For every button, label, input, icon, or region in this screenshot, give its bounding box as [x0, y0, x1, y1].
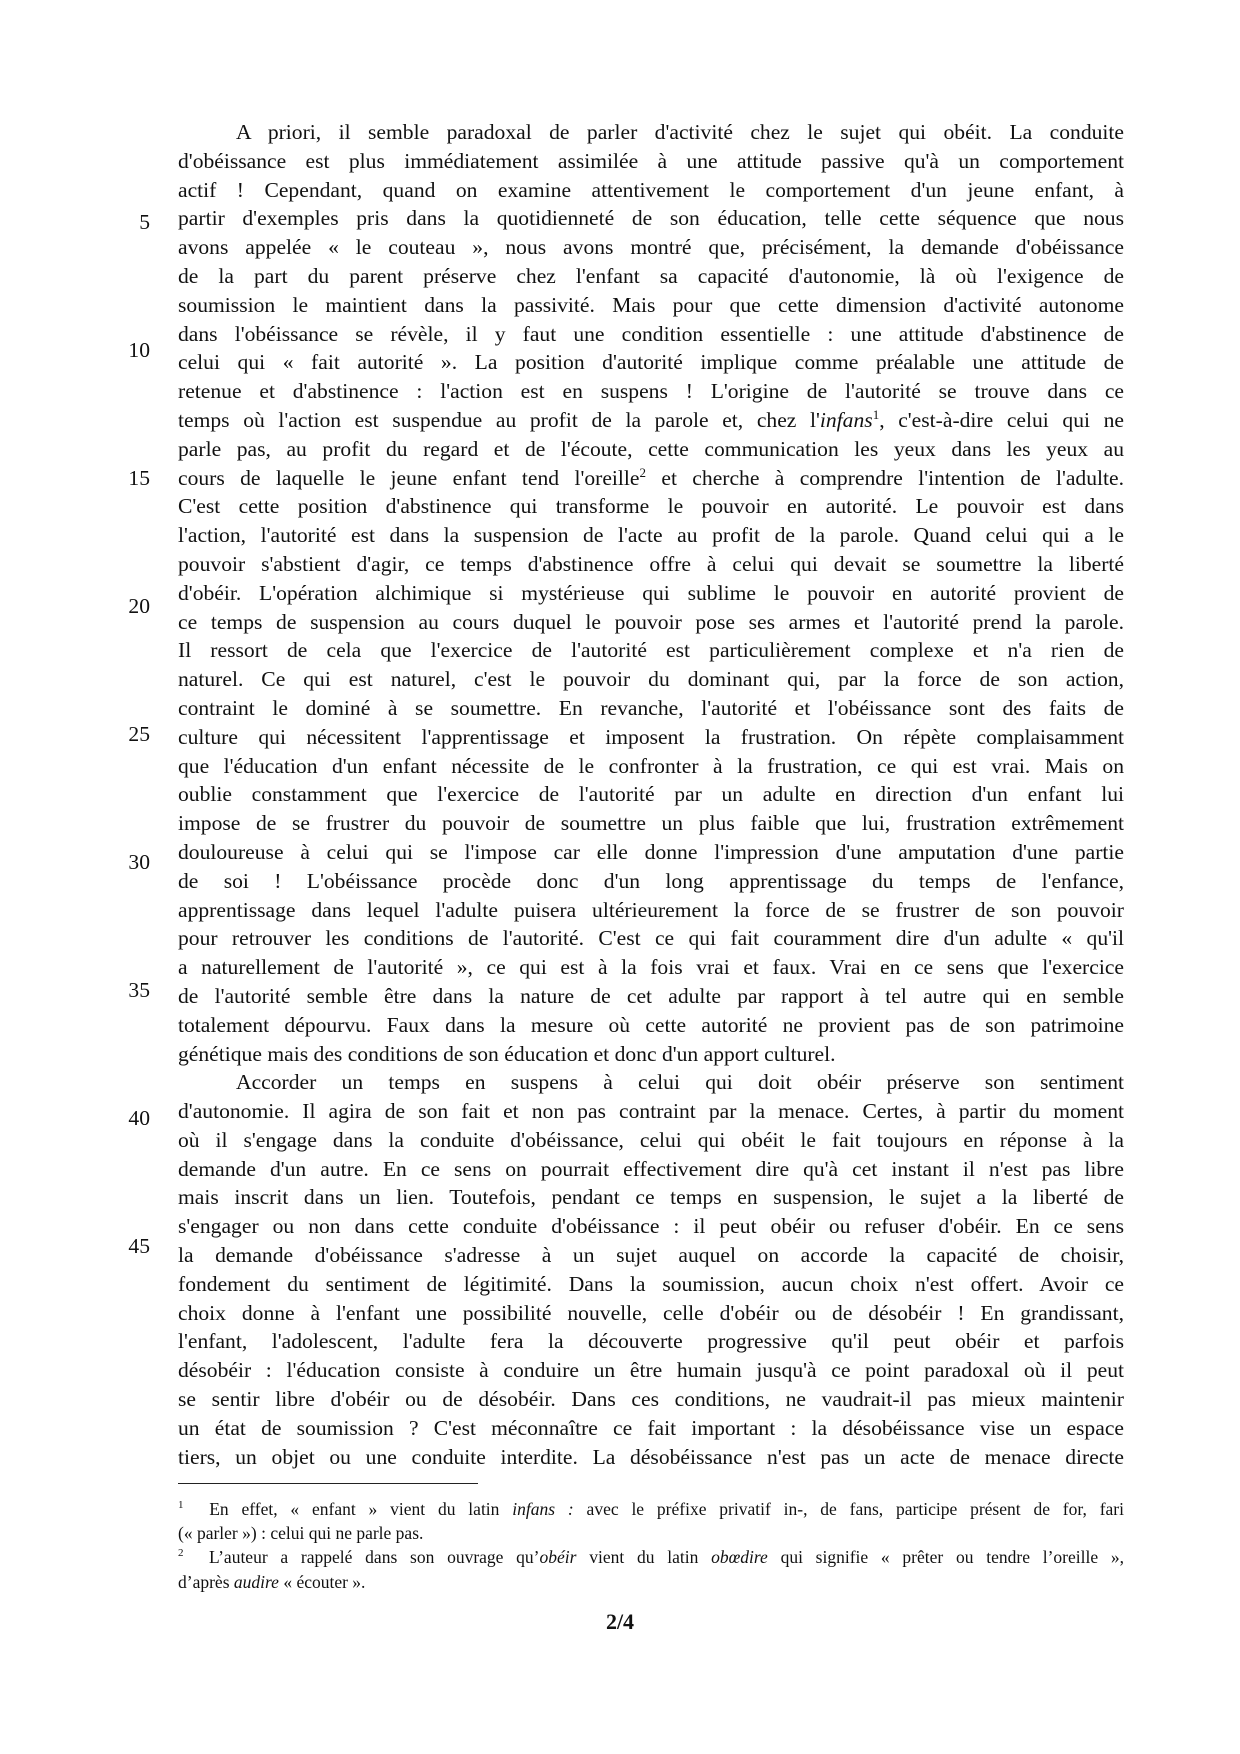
line-number: 30 [128, 850, 150, 874]
text-line: contraint le dominé à se soumettre. En revanche, l'autorité et l'obéissance sont des faits de [178, 695, 1124, 720]
text-line: soumission le maintient dans la passivité. Mais pour que cette dimension d'activité autonome [178, 292, 1124, 317]
footnote-italic: obéir [539, 1547, 577, 1568]
text-line: partir d'exemples pris dans la quotidienneté de son éducation, telle cette séquence que nous [178, 206, 1124, 231]
text-line: choix donne à l'enfant une possibilité nouvelle, celle d'obéir ou de désobéir ! En grandissant, [178, 1300, 1124, 1325]
footnote-text: « écouter ». [278, 1571, 366, 1592]
text-line: l'enfant, l'adolescent, l'adulte fera la découverte progressive qu'il peut obéir et parfois [178, 1329, 1124, 1354]
text-line: totalement dépourvu. Faux dans la mesure où cette autorité ne provient pas de son patrimoine [178, 1012, 1124, 1037]
footnote-italic: audire [233, 1571, 279, 1592]
footnote-2-continued [178, 1570, 1124, 1594]
line-number: 25 [128, 722, 150, 746]
footnote-number: 2 [178, 1547, 184, 1560]
text-line: Il ressort de cela que l'exercice de l'autorité est particulièrement complexe et n'a rien de [178, 638, 1124, 663]
text-line: de la part du parent préserve chez l'enfant sa capacité d'autonomie, là où l'exigence de [178, 263, 1124, 288]
text-segment: temps où l'action est suspendue au profit de la parole et, chez l' [178, 407, 820, 432]
footnote-2 [178, 1545, 1124, 1569]
text-line: désobéir : l'éducation consiste à conduire un être humain jusqu'à ce point paradoxal où il peut [178, 1358, 1124, 1383]
text-line: la demande d'obéissance s'adresse à un sujet auquel on accorde la capacité de choisir, [178, 1243, 1124, 1268]
text-line: mais inscrit dans un lien. Toutefois, pendant ce temps en suspension, le sujet a la liberté de [178, 1185, 1124, 1210]
text-line: celui qui « fait autorité ». La position d'autorité implique comme préalable une attitude de [178, 350, 1124, 375]
text-line: tiers, un objet ou une conduite interdite. La désobéissance n'est pas un acte de menace directe [178, 1444, 1124, 1469]
footnote-1-continued: (« parler ») : celui qui ne parle pas. [178, 1523, 424, 1544]
text-line: parle pas, au profit du regard et de l'écoute, cette communication les yeux dans les yeux au [178, 436, 1124, 461]
footnote-separator [178, 1483, 478, 1484]
text-line: un état de soumission ? C'est méconnaître ce fait important : la désobéissance vise un espace [178, 1415, 1124, 1440]
text-line: l'action, l'autorité est dans la suspension de l'acte au profit de la parole. Quand celui qui a le [178, 523, 1124, 548]
line-number: 15 [128, 466, 150, 490]
text-line: retenue et d'abstinence : l'action est en suspens ! L'origine de l'autorité se trouve dans ce [178, 379, 1124, 404]
text-line: douloureuse à celui qui se l'impose car elle donne l'impression d'une amputation d'une partie [178, 839, 1124, 864]
text-line: d'obéir. L'opération alchimique si mystérieuse qui sublime le pouvoir en autorité provient de [178, 580, 1124, 605]
text-line: apprentissage dans lequel l'adulte puisera ultérieurement la force de se frustrer de son pouvoir [178, 897, 1124, 922]
text-line: s'engager ou non dans cette conduite d'obéissance : il peut obéir ou refuser d'obéir. En ce sens [178, 1214, 1124, 1239]
footnote-text: qui signifie « prêter ou tendre l’oreille », [767, 1547, 1124, 1568]
text-line: oublie constamment que l'exercice de l'autorité par un adulte en direction d'un enfant lui [178, 782, 1124, 807]
text-line: d'autonomie. Il agira de son fait et non pas contraint par la menace. Certes, à partir du moment [178, 1099, 1124, 1124]
text-line: de soi ! L'obéissance procède donc d'un long apprentissage du temps de l'enfance, [178, 868, 1124, 893]
footnote-text: avec le préfixe privatif in-, de fans, participe présent de for, fari [573, 1499, 1124, 1519]
text-line: impose de se frustrer du pouvoir de soumettre un plus faible que lui, frustration extrêmement [178, 811, 1124, 836]
text-segment: cours de laquelle le jeune enfant tend l'oreille [178, 465, 640, 490]
text-line: pouvoir s'abstient d'agir, ce temps d'abstinence offre à celui qui devait se soumettre la liberté [178, 551, 1124, 576]
footnote-italic: infans : [512, 1499, 574, 1519]
footnote-italic: obœdire [711, 1547, 768, 1568]
line-number: 20 [128, 594, 150, 618]
line-number: 5 [139, 210, 150, 234]
text-line: de l'autorité semble être dans la nature de cet adulte par rapport à tel autre qui en semble [178, 983, 1124, 1008]
footnote-number: 1 [178, 1499, 184, 1511]
text-line: fondement du sentiment de légitimité. Dans la soumission, aucun choix n'est offert. Avoir ce [178, 1271, 1124, 1296]
text-line: que l'éducation d'un enfant nécessite de le confronter à la frustration, ce qui est vrai. Mais on [178, 753, 1124, 778]
footnote-text: vient du latin [576, 1547, 712, 1568]
footnote-text: L’auteur a rappelé dans son ouvrage qu’ [209, 1547, 540, 1568]
line-number: 35 [128, 978, 150, 1002]
line-number: 45 [128, 1234, 150, 1258]
text-line: d'obéissance est plus immédiatement assimilée à une attitude passive qu'à un comportement [178, 148, 1124, 173]
text-line-with-footnote-2 [178, 464, 1124, 493]
footnote-1 [178, 1497, 1124, 1521]
footnotes [178, 1497, 1124, 1594]
footnote-ref-2[interactable]: 2 [639, 464, 647, 480]
page-number: 2/4 [605, 1609, 635, 1634]
text-line: dans l'obéissance se révèle, il y faut une condition essentielle : une attitude d'abstinence de [178, 321, 1124, 346]
text-line: actif ! Cependant, quand on examine attentivement le comportement d'un jeune enfant, à [178, 177, 1124, 202]
text-line: demande d'un autre. En ce sens on pourrait effectivement dire qu'à cet instant il n'est pas libre [178, 1156, 1124, 1181]
text-line-with-footnote-1 [178, 406, 1124, 435]
text-line: culture qui nécessitent l'apprentissage et imposent la frustration. On répète complaisamment [178, 724, 1124, 749]
text-line: ce temps de suspension au cours duquel le pouvoir pose ses armes et l'autorité prend la parole. [178, 609, 1124, 634]
text-line: génétique mais des conditions de son éducation et donc d'un apport culturel. [178, 1041, 836, 1066]
text-segment: , c'est-à-dire celui qui ne [879, 407, 1124, 432]
footnote-text: En effet, « enfant » vient du latin [209, 1499, 513, 1519]
text-segment: et cherche à comprendre l'intention de l'adulte. [646, 465, 1124, 490]
line-number: 10 [128, 338, 150, 362]
text-line: C'est cette position d'abstinence qui transforme le pouvoir en autorité. Le pouvoir est dans [178, 494, 1124, 519]
text-line: A priori, il semble paradoxal de parler d'activité chez le sujet qui obéit. La conduite [236, 120, 1124, 144]
text-line: pour retrouver les conditions de l'autorité. C'est ce qui fait couramment dire d'un adulte « qu'il [178, 926, 1124, 951]
text-line: se sentir libre d'obéir ou de désobéir. Dans ces conditions, ne vaudrait-il pas mieux maintenir [178, 1387, 1124, 1412]
text-line: a naturellement de l'autorité », ce qui est à la fois vrai et faux. Vrai en ce sens que l'exercice [178, 955, 1124, 980]
footnote-ref-1[interactable]: 1 [872, 406, 880, 422]
line-number: 40 [128, 1106, 150, 1130]
text-line: Accorder un temps en suspens à celui qui doit obéir préserve son sentiment [236, 1070, 1124, 1095]
text-line: où il s'engage dans la conduite d'obéissance, celui qui obéit le fait toujours en réponse à la [178, 1127, 1124, 1152]
body-text [178, 118, 1124, 1471]
footnote-text: d’après [178, 1571, 234, 1592]
text-line: naturel. Ce qui est naturel, c'est le pouvoir du dominant qui, par la force de son action, [178, 667, 1124, 692]
italic-term-infans: infans [819, 407, 873, 432]
text-line: avons appelée « le couteau », nous avons montré que, précisément, la demande d'obéissance [178, 235, 1124, 260]
